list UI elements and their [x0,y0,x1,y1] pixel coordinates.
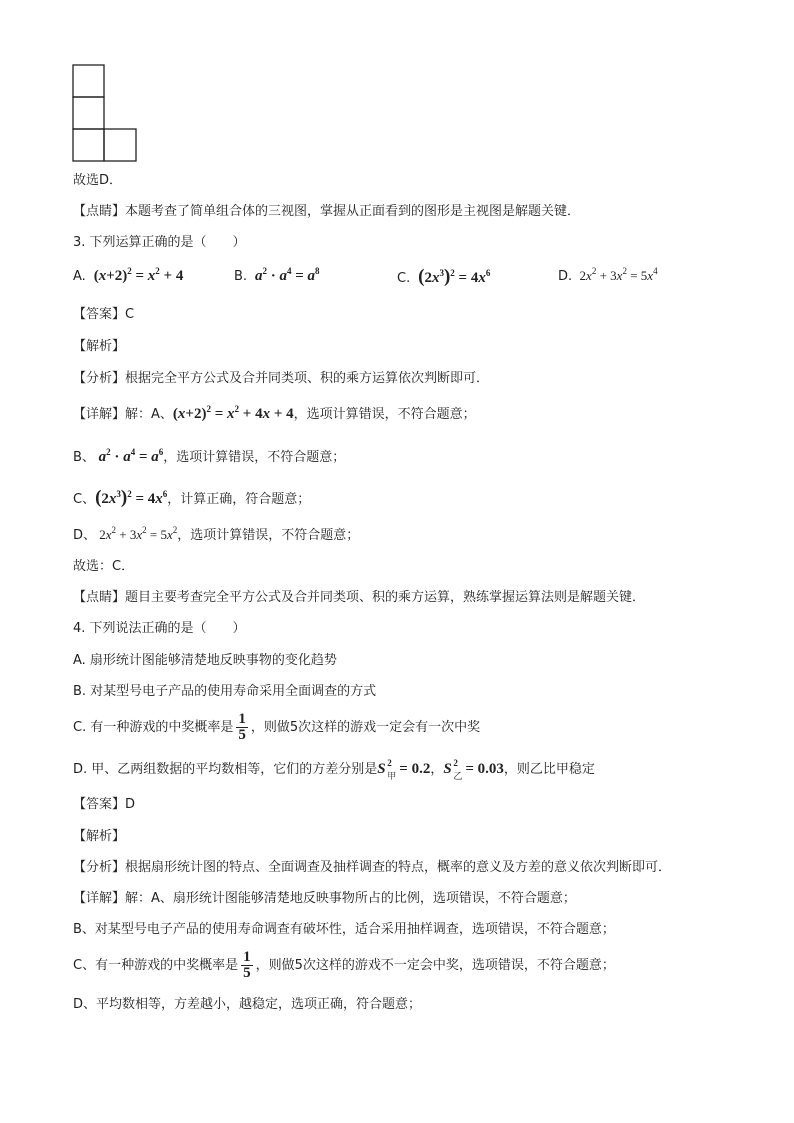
figure-square-top [73,65,104,97]
q3-option-c-label: C. [397,271,411,286]
q3-option-a [73,268,183,285]
q3-detail-a-suffix: ，选项计算错误，不符合题意； [293,407,476,422]
q3-detail-c-formula: $(2x^3)^2 = 4x^6$ [95,487,168,508]
q3-detail-d-formula: $2x^2 + 3x^2 = 5x^2$ [96,525,178,542]
q3-option-a-formula: $(x+2)^2 = x^2 + 4$ [89,266,184,284]
q3-detail-c-suffix: ，计算正确，符合题意； [167,492,311,507]
q4-option-d [73,760,595,779]
q3-option-b [234,268,320,285]
q4-option-c-prefix: C. 有一种游戏的中奖概率是 [73,720,234,735]
fraction-denominator: 5 [243,965,251,981]
front-view-figure [72,64,140,162]
q3-detail-c-prefix: C、 [73,492,96,507]
q4-option-a: A. 扇形统计图能够清楚地反映事物的变化趋势 [73,653,337,668]
q4-detail-c [73,948,615,984]
q3-comment: 【点睛】题目主要考查完全平方公式及合并同类项、积的乘方运算，熟练掌握运算法则是解题关键． [73,590,646,605]
q3-detail-d-prefix: D、 [73,528,97,543]
q4-option-d-prefix: D. 甲、乙两组数据的平均数相等，它们的方差分别是 [73,762,378,777]
fraction-denominator: 5 [238,727,246,743]
q3-option-d-label: D. [558,269,573,284]
q4-answer: 【答案】D [73,797,136,812]
q4-analysis-heading: 【解析】 [73,829,126,844]
fraction-numerator: 1 [238,711,246,727]
q3-option-c [397,266,490,288]
figure-square-middle [73,97,104,129]
q4-detail-d: D、平均数相等，方差越小，越稳定，选项正确，符合题意； [73,997,422,1012]
q3-option-c-formula: $(2x^3)^2 = 4x^6$ [418,266,491,287]
q3-detail-b-suffix: ，选项计算错误，不符合题意； [163,450,346,465]
q3-option-d [558,268,658,284]
q3-detail-d-suffix: ，选项计算错误，不符合题意； [177,528,360,543]
q3-detail-b [73,448,345,467]
q3-fenxi: 【分析】根据完全平方公式及合并同类项、积的乘方运算依次判断即可． [73,371,490,386]
q3-answer: 【答案】C [73,307,135,322]
q4-option-c-fraction [236,712,248,743]
variance-yi-value: = 0.03 [465,761,504,777]
figure-square-bottom-right [104,129,136,161]
q3-stem: 3. 下列运算正确的是（ ） [73,235,246,250]
q3-option-b-formula: $a^2 \cdot a^4 = a^8$ [254,266,320,284]
q4-option-c-suffix: ，则做5次这样的游戏一定会有一次中奖 [250,720,481,735]
q3-option-a-label: A. [73,269,86,284]
q4-detail-c-suffix: ，则做5次这样的游戏不一定会中奖，选项错误，不符合题意； [255,958,615,973]
q3-option-d-formula: $2x^2 + 3x^2 = 5x^4$ [576,266,658,283]
q4-detail-c-prefix: C、有一种游戏的中奖概率是 [73,958,239,973]
q3-option-b-label: B. [234,269,248,284]
variance-jia-subscript: 甲 [387,771,397,781]
q4-option-c [73,710,480,746]
q4-option-b: B. 对某型号电子产品的使用寿命采用全面调查的方式 [73,684,377,699]
figure-square-bottom-left [73,129,104,161]
q3-detail-b-formula: $a^2 \cdot a^4 = a^6$ [98,447,164,465]
q4-stem: 4. 下列说法正确的是（ ） [73,621,246,636]
q4-option-d-mid: ， [430,762,444,777]
q3-detail-a-prefix: 【详解】解：A、 [73,407,173,422]
variance-yi-symbol: S 2 乙 [443,760,465,778]
q4-fenxi: 【分析】根据扇形统计图的特点、全面调查及抽样调查的特点，概率的意义及方差的意义依次判断即可． [73,860,672,875]
q4-option-d-suffix: ，则乙比甲稳定 [503,762,595,777]
q4-detail-c-fraction [241,950,253,981]
q4-detail-b: B、对某型号电子产品的使用寿命调查有破坏性，适合采用抽样调查，选项错误，不符合题意； [73,922,615,937]
q2-comment: 【点睛】本题考查了简单组合体的三视图，掌握从正面看到的图形是主视图是解题关键． [73,204,581,219]
q3-detail-b-prefix: B、 [73,450,95,465]
q4-detail-a: 【详解】解：A、扇形统计图能够清楚地反映事物所占的比例，选项错误，不符合题意； [73,891,576,906]
q2-conclusion: 故选D． [73,173,123,188]
variance-jia-value: = 0.2 [399,761,431,777]
q3-detail-a [73,405,476,424]
variance-yi-subscript: 乙 [453,771,463,781]
fraction-numerator: 1 [243,949,251,965]
q3-detail-c [73,489,310,509]
q3-analysis-heading: 【解析】 [73,339,126,354]
variance-jia-symbol: S 2 甲 [377,760,399,778]
q3-conclusion: 故选：C． [73,559,135,574]
q3-detail-a-formula: $(x+2)^2 = x^2 + 4x + 4$ [172,404,294,422]
q3-detail-d [73,526,359,545]
